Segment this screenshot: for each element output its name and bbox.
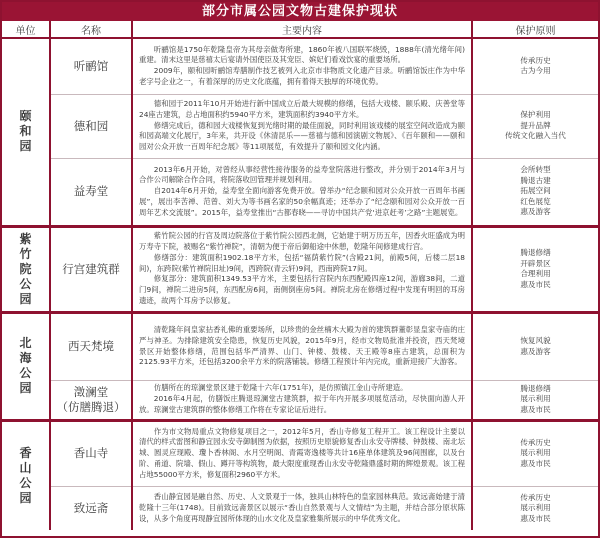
name-subtext: （仿膳腾退） (56, 399, 126, 414)
principle-line: 古为今用 (520, 66, 551, 76)
principle-line: 传统文化融入当代 (505, 131, 566, 141)
name-cell (50, 38, 132, 94)
table-row (2, 486, 598, 530)
content-cell (132, 486, 472, 530)
principle-line: 开辟景区 (520, 258, 551, 268)
content-paragraph: 2009年，颐和园听鹂馆寿膳制作技艺被列入北京市非物质文化遗产目录。听鹂馆饭庄作为中华老字号企业之一，有着深厚的历史文化底蕴，拥有着得天独厚的环境优势。 (139, 66, 465, 87)
unit-char: 公 (19, 475, 32, 490)
content-paragraph: 仿膳所在的琼澜堂景区建于乾隆十六年(1751年)，是仿照镇江金山寺所建造。 (153, 383, 408, 393)
unit-cell-zizhuyuan (2, 226, 50, 312)
content-paragraph: 清乾隆年间皇家拈香礼佛的重要场所，以珍贵的金丝楠木大殿为首的建筑群董彰显皇家寺庙的庄严与神圣。为排除建筑安全隐患，恢复历史风貌，2015年9月，经市文物局批准并投资，西天梵境景区开始整体修缮，范围包括华严清界、山门、钟楼、鼓楼、天王殿等8座古建筑，总面积为2125.93平方米，还包括3200余平方米的院落铺装。修缮工程预计年内完成，重新迎接广大游客。 (139, 324, 465, 367)
name-text: 德和园 (73, 118, 109, 133)
unit-char: 山 (19, 460, 32, 475)
principle-line: 腾退古建 (520, 175, 551, 185)
content-paragraph: 2013年6月开始，对曾经从事经营性接待服务的益寿堂院落进行整改，并分别于2014年3月与合作公司解除合作合同，将院落收回管理并规划利用。 (139, 164, 465, 185)
principle-line: 恢复风貌 (520, 336, 551, 345)
table-row (2, 312, 598, 380)
content-cell (132, 226, 472, 312)
content-cell (132, 38, 472, 94)
content-paragraph: 作为市文物局重点文物修复项目之一，2012年5月，香山寺修复工程开工。该工程设计主要以清代的样式雷图和静宜园永安寺御制图为依据，按照历史原貌修复香山永安寺牌楼、钟鼓楼、南北坛城、圆灵应现殿、瓊卜香林阁、水月空明阁、青霞寄逸楼等共计16座单体建筑及96间围廊，以及台阶、甬道、院墙、假山、蹲幵等构筑物，最大限度重现香山永安寺乾隆鼎盛时期的辉煌景观。该工程占地55000平方米，修复面积2960平方米。 (139, 426, 465, 479)
name-cell (50, 158, 132, 226)
principle-line: 惠及市民 (520, 279, 551, 289)
principle-line: 惠及游客 (520, 207, 551, 217)
heritage-protection-table (2, 21, 598, 530)
name-cell (50, 94, 132, 158)
principle-line: 惠及游客 (520, 346, 551, 356)
unit-char: 北 (19, 336, 32, 350)
content-paragraph: 紫竹院公园的行宫及周边院落位于紫竹院公园西北侧，它始建于明万历五年，因香火旺盛成为明万寿寺下院，被赐名“紫竹禅院”，清朝为便于帝后御船途中休憩，乾隆年间修建成行宫。 (139, 231, 465, 251)
principle-line: 展示利用 (520, 503, 551, 512)
name-text: 西天梵境 (68, 339, 114, 353)
unit-char: 院 (19, 261, 32, 276)
unit-char: 海 (19, 351, 32, 365)
name-cell (50, 226, 132, 312)
principle-line: 拓展空间 (520, 186, 551, 196)
principle-line: 惠及市民 (520, 404, 551, 414)
principle-cell (472, 312, 598, 380)
content-paragraph: 2016年4月起，仿膳饭庄腾退琼澜堂古建筑群，拟于年内开展多项展览活动，尽快面向游人开放。琼澜堂古建筑群的整体修缮工作将在专家论证后进行。 (139, 394, 465, 414)
principle-line: 展示利用 (520, 448, 551, 458)
principle-line: 传承历史 (520, 437, 551, 447)
principle-line: 惠及市民 (520, 458, 551, 468)
name-cell (50, 420, 132, 486)
unit-char: 园 (19, 490, 32, 505)
principle-cell (472, 158, 598, 226)
principle-line: 提升品牌 (520, 120, 551, 130)
principle-cell (472, 486, 598, 530)
unit-char: 园 (19, 381, 32, 395)
unit-char: 香 (19, 445, 32, 460)
unit-cell-yiheyuan (2, 38, 50, 226)
content-paragraph: 修缮部分：建筑面积1902.18平方米，包括“福荫紫竹院”(含殿21间，前殿5间，后楼二层18间)，东跨院(紫竹禅院旧址)9间，西跨院(青云轩)9间，西南跨院17间。 (139, 252, 465, 273)
principle-line: 腾退修缮 (520, 248, 551, 257)
principle-cell (472, 38, 598, 94)
content-paragraph: 听鹂馆是1750年乾隆皇帝为其母亲做寿所建，1860年被八国联军烧毁，1888年(清光绪年间)重建。清末这里是慈禧太后宴请外国使臣及其宠臣、嫔妃们看戏饮宴的重要场所。 (139, 44, 465, 65)
name-text: 香山寺 (73, 446, 109, 460)
principle-cell (472, 226, 598, 312)
principle-line: 合理利用 (520, 269, 551, 278)
name-cell (50, 312, 132, 380)
table-row (2, 94, 598, 158)
principle-line: 传承历史 (520, 55, 551, 65)
unit-cell-xiangshan (2, 420, 50, 530)
unit-char: 园 (19, 139, 32, 154)
principle-line: 传承历史 (520, 492, 551, 502)
name-text: 澂澜堂 (73, 384, 109, 399)
content-cell (132, 94, 472, 158)
header-name: 名称 (50, 21, 132, 38)
header-row (2, 21, 598, 38)
table-row (2, 38, 598, 94)
content-cell (132, 420, 472, 486)
principle-cell (472, 380, 598, 420)
content-cell (132, 380, 472, 420)
principle-line: 保护利用 (520, 110, 551, 120)
unit-cell-beihai (2, 312, 50, 420)
name-text: 听鹂馆 (73, 58, 109, 73)
unit-char: 竹 (19, 246, 32, 261)
unit-char: 颐 (19, 109, 32, 124)
header-unit: 单位 (2, 21, 50, 38)
name-text: 致远斋 (73, 500, 109, 515)
principle-line: 会所转型 (520, 165, 551, 175)
header-content: 主要内容 (132, 21, 472, 38)
content-cell (132, 312, 472, 380)
header-principle: 保护原则 (472, 21, 598, 38)
unit-char: 园 (19, 291, 32, 306)
principle-line: 腾退修缮 (520, 383, 551, 393)
name-text: 益寿堂 (73, 184, 109, 198)
content-paragraph: 修缮完成后，德和园大戏楼恢复到光绪时期的最佳面貌，同时利用该戏楼的展室空间改造成为颐和园高端文化展厅，3年来，共开设《休清昆乐——慈禧与德和园演剧文物展》、《百年颐和——颐和园对公众开放一百周年纪念展》等11项展览，有效提升了颐和园文化内涵。 (139, 120, 465, 152)
principle-line: 惠及市民 (520, 513, 551, 523)
name-cell (50, 380, 132, 420)
table-row (2, 158, 598, 226)
table-row (2, 226, 598, 312)
principle-cell (472, 420, 598, 486)
unit-char: 公 (19, 276, 32, 291)
table-row (2, 420, 598, 486)
name-cell (50, 486, 132, 530)
content-paragraph: 香山静宜园是融自然、历史、人文景观于一体，独具山林特色的皇家园林典范。致远斋始建于清乾隆十三年(1748)。目前致远斋景区以展示“香山自然景观与人文情结”为主题，并结合部分原状陈设，从多个角度再现静宜园所体现的山水文化及皇家雅集所展示的中华优秀文化。 (139, 492, 465, 523)
unit-char: 紫 (19, 231, 32, 246)
principle-line: 红色展览 (520, 196, 551, 206)
content-paragraph: 德和园于2011年10月开始进行新中国成立后最大规模的修缮，包括大戏楼、颐乐殿、庆善堂等24座古建筑，总占地面积约5940平方米，建筑面积约3940平方米。 (139, 99, 465, 119)
name-text: 行宫建筑群 (62, 261, 120, 276)
content-cell (132, 158, 472, 226)
principle-cell (472, 94, 598, 158)
table-title: 部分市属公园文物古建保护现状 (2, 2, 598, 21)
principle-line: 展示利用 (520, 394, 551, 404)
unit-char: 公 (19, 366, 32, 380)
content-paragraph: 修复部分：建筑面积1349.53平方米，主要包括行宫院内东西配殿四座12间，游廊38间，二道门9间，禅院二进房5间，东西配房6间，南侧倒座房5间。禅院北房在修缮过程中发现有明回的耳房遗迹，故两个耳房予以修复。 (139, 274, 465, 305)
content-paragraph: 自2014年6月开始，益寿堂全面向游客免费开放。曾举办“纪念颐和园对公众开放一百周年书画展”，展出李苦禅、范曾、刘大为等书画名家的50余幅真迹；还举办了“纪念颐和园对公众开放一百周年艺术交流展”。2015年，益寿堂推出“古都春晓——寻访中国共产党‘进京赶考’之路”主题展览。 (139, 186, 465, 217)
table-row (2, 380, 598, 420)
unit-char: 和 (19, 124, 32, 139)
